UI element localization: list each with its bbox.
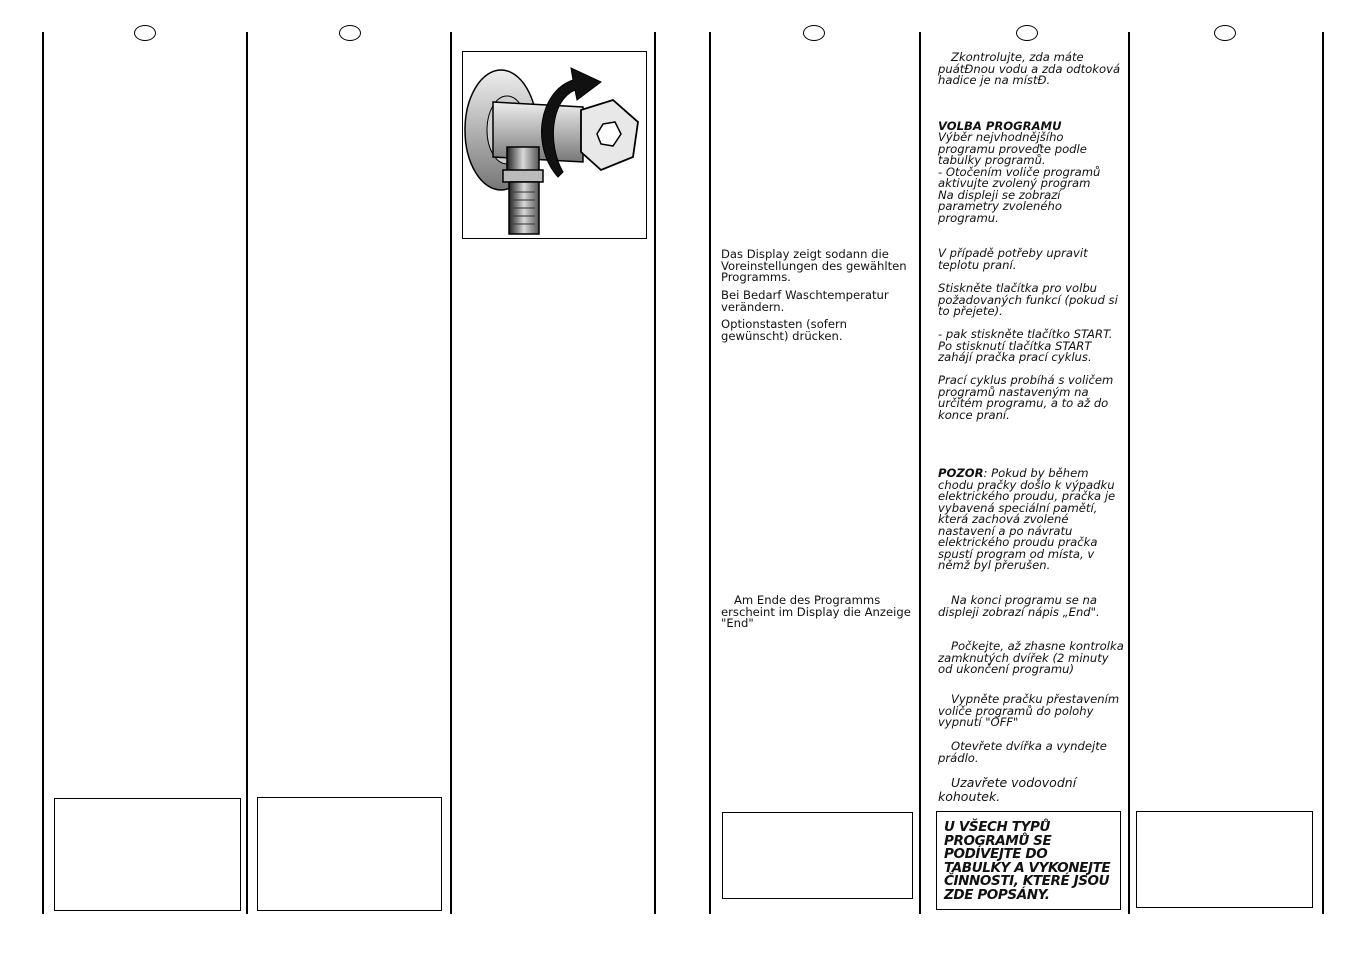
column-rule	[654, 32, 656, 914]
czech-end-text: Na konci programu se na displeji zobrazí nápis „End".	[938, 593, 1100, 619]
czech-volba-text: Výběr nejvhodnějšího programu proveďte podle tabulky programů. - Otočením voliče programů aktivujte zvolený program Na displeji se zobrazí parametry zvoleného programu.	[938, 130, 1101, 225]
czech-warning-box	[936, 811, 1121, 910]
column-rule	[919, 32, 921, 914]
water-tap-figure	[462, 51, 647, 239]
czech-cycle-text: Prací cyklus probíhá s voličem programů nastaveným na určitém programu, a to až do konce praní.	[938, 373, 1114, 422]
czech-volba-heading: VOLBA PROGRAMU	[938, 119, 1062, 133]
language-marker	[134, 25, 156, 41]
column-rule	[42, 32, 44, 914]
german-temperature-text: Bei Bedarf Waschtemperatur verändern.	[721, 288, 889, 314]
water-tap-icon	[463, 52, 646, 238]
czech-tap-text: Uzavřete vodovodní kohoutek.	[938, 775, 1077, 804]
czech-warning-text: U VŠECH TYPŮ PROGRAMŮ SE PODÍVEJTE DO TABULKY A VYKONEJTE ČINNOSTI, KTERÉ JSOU ZDE POPSÁNY.	[944, 819, 1111, 903]
pozor-body: : Pokud by během chodu pračky došlo k výpadku elektrického proudu, pračka je vybavená speciální pamětí, která zachová zvolené nastavení a po návratu elektrického proudu pračka spustí program od místa, v němž byl přerušen.	[938, 466, 1116, 572]
column-rule	[1322, 32, 1324, 914]
german-display-text: Das Display zeigt sodann die Voreinstellungen des gewählten Programms.	[721, 247, 907, 284]
czech-start-text: - pak stiskněte tlačítko START. Po stisknutí tlačítka START zahájí pračka prací cyklus.	[938, 327, 1113, 364]
czech-pozor-text	[938, 468, 1122, 572]
column-rule	[709, 32, 711, 914]
column-rule	[450, 32, 452, 914]
czech-off-text: Vypněte pračku přestavením voliče programů do polohy vypnutí "OFF"	[938, 692, 1120, 729]
empty-box	[257, 797, 442, 911]
empty-box	[1136, 811, 1313, 908]
czech-door-text: Otevřete dvířka a vyndejte prádlo.	[938, 739, 1107, 765]
pozor-label: POZOR	[938, 466, 984, 480]
czech-buttons-text: Stiskněte tlačítka pro volbu požadovaných funkcí (pokud si to přejete).	[938, 281, 1118, 318]
language-marker	[339, 25, 361, 41]
empty-box	[722, 812, 913, 899]
german-end-text: Am Ende des Programms erscheint im Display die Anzeige "End"	[721, 593, 911, 630]
czech-check-text: Zkontrolujte, zda máte puátÐnou vodu a zda odtoková hadice je na místÐ.	[938, 50, 1121, 87]
column-rule	[1128, 32, 1130, 914]
language-marker	[1214, 25, 1236, 41]
czech-temperature-text: V případě potřeby upravit teplotu praní.	[938, 246, 1088, 272]
language-marker	[803, 25, 825, 41]
czech-wait-text: Počkejte, až zhasne kontrolka zamknutých dvířek (2 minuty od ukončení programu)	[938, 639, 1124, 676]
empty-box	[54, 798, 241, 911]
column-rule	[246, 32, 248, 914]
language-marker	[1016, 25, 1038, 41]
german-options-text: Optionstasten (sofern gewünscht) drücken.	[721, 317, 847, 343]
